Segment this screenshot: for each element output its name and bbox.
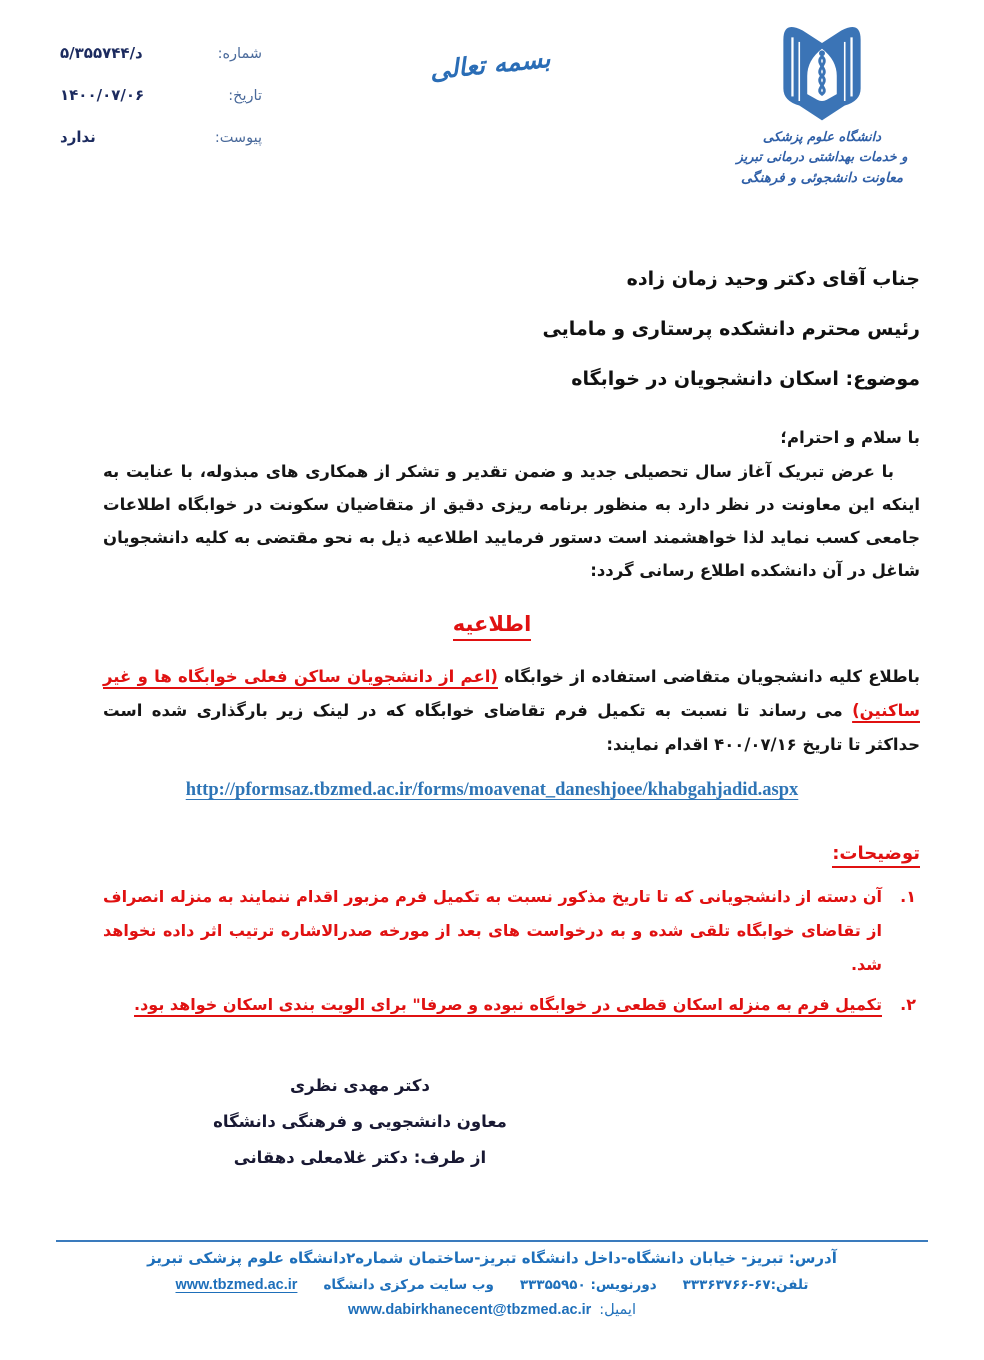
letter-attachment-label: پیوست: — [214, 130, 262, 146]
notice-heading: اطلاعیه — [453, 612, 532, 641]
letter-date-value: ۱۴۰۰/۰۷/۰۶ — [60, 86, 145, 104]
footer-contact-row — [56, 1277, 928, 1293]
dormitory-form-link[interactable]: http://pformsaz.tbzmed.ac.ir/forms/moavenat_daneshjoee/khabgahjadid.aspx — [185, 780, 799, 800]
university-logo-block — [722, 26, 922, 189]
item-1-text: آن دسته از دانشجویانی که تا تاریخ مذکور نسبت به تکمیل فرم مزبور اقدام ننمایند به منزله انصراف از تقاضای خوابگاه تلقی شده و به درخواست های بعد از مورخه صدرالاشاره ترتیب اثر داده نخواهد شد. — [103, 887, 882, 974]
letter-number-value: ۵/د/۳۵۵۷۴۴ — [60, 44, 143, 62]
footer-email-label: ایمیل: — [599, 1302, 636, 1318]
notice-text-part1: باطلاع کلیه دانشجویان متقاضی استفاده از خوابگاه — [497, 667, 921, 686]
university-name-line1: دانشگاه علوم پزشکی — [762, 130, 882, 145]
notice-heading-row — [0, 612, 984, 641]
notice-paragraph — [103, 660, 920, 762]
university-logo-icon — [758, 26, 886, 126]
letter-meta-block — [60, 44, 262, 170]
letter-subject: موضوع: اسکان دانشجویان در خوابگاه — [571, 368, 920, 390]
letter-attachment-value: ندارد — [60, 128, 96, 146]
footer-fax: دورنویس: ۳۳۳۵۵۹۵۰ — [519, 1277, 657, 1293]
letter-date-label: تاریخ: — [228, 88, 262, 104]
letterhead-footer — [56, 1240, 928, 1318]
explanations-heading: توضیحات: — [832, 843, 920, 868]
explanations-heading-row — [832, 843, 920, 868]
body-paragraph: با عرض تبریک آغاز سال تحصیلی جدید و ضمن تقدیر و تشکر از همکاری های مبذوله، با عنایت به اینکه این معاونت در نظر دارد به منظور برنامه ریزی دقیق از متقاضیان سکونت در خوابگاه اطلاعات جامعی کسب نماید لذا خواهشمند است دستور فرمایید اطلاعیه ذیل به نحو مقتضی به کلیه دانشجویان شاغل در آن دانشکده اطلاع رسانی گردد: — [103, 462, 920, 580]
recipient-block — [103, 254, 920, 404]
explanation-item-2 — [103, 988, 920, 1022]
signer-name: دکتر مهدی نظری — [290, 1076, 430, 1095]
notice-text-red-part: (اعم از دانشجویان ساکن فعلی خوابگاه ها و غیر ساکنین) — [103, 667, 920, 720]
footer-email-row — [56, 1302, 928, 1318]
footer-website-link[interactable]: www.tbzmed.ac.ir — [175, 1277, 298, 1293]
meta-date-row — [60, 86, 262, 104]
salutation: با سلام و احترام؛ — [780, 428, 920, 447]
signer-title: معاون دانشجویی و فرهنگی دانشگاه — [213, 1112, 507, 1131]
besmele-calligraphy: بسمه تعالی — [428, 43, 552, 86]
footer-phone: تلفن:۶۷-۳۳۳۶۳۷۶۶ — [682, 1277, 809, 1293]
recipient-name: جناب آقای دکتر وحید زمان زاده — [626, 268, 920, 290]
explanations-list — [103, 880, 920, 1028]
recipient-title: رئیس محترم دانشکده پرستاری و مامایی — [542, 318, 920, 340]
footer-address: آدرس: تبریز- خیابان دانشگاه-داخل دانشگاه تبریز-ساختمان شماره۲دانشگاه علوم پزشکی تبریز — [147, 1249, 837, 1267]
footer-website-label: وب سایت مرکزی دانشگاه — [323, 1277, 494, 1293]
item-2-number: ۲. — [900, 995, 916, 1014]
university-name-line2: و خدمات بهداشتی درمانی تبریز — [736, 150, 908, 166]
letter-body — [103, 428, 920, 587]
footer-divider — [56, 1240, 928, 1242]
university-name-line3: معاونت دانشجوئی و فرهنگی — [740, 170, 904, 187]
signer-on-behalf: از طرف: دکتر غلامعلی دهقانی — [233, 1148, 487, 1167]
item-2-text: تکمیل فرم به منزله اسکان قطعی در خوابگاه نبوده و صرفا" برای الویت بندی اسکان خواهد بود. — [134, 995, 882, 1014]
item-1-number: ۱. — [900, 887, 916, 906]
explanation-item-1 — [103, 880, 920, 982]
letter-number-label: شماره: — [217, 46, 262, 62]
footer-email-address[interactable]: www.dabirkhanecent@tbzmed.ac.ir — [348, 1302, 592, 1318]
university-name — [722, 128, 922, 189]
notice-text-part3: می رساند تا نسبت به تکمیل فرم تقاضای خوابگاه که در لینک زیر بارگذاری شده است حداکثر تا تاریخ ۴۰۰/۰۷/۱۶ اقدام نمایند: — [103, 701, 920, 754]
meta-number-row — [60, 44, 262, 62]
meta-attachment-row — [60, 128, 262, 146]
signature-block — [205, 1068, 515, 1176]
form-link-row — [0, 780, 984, 801]
